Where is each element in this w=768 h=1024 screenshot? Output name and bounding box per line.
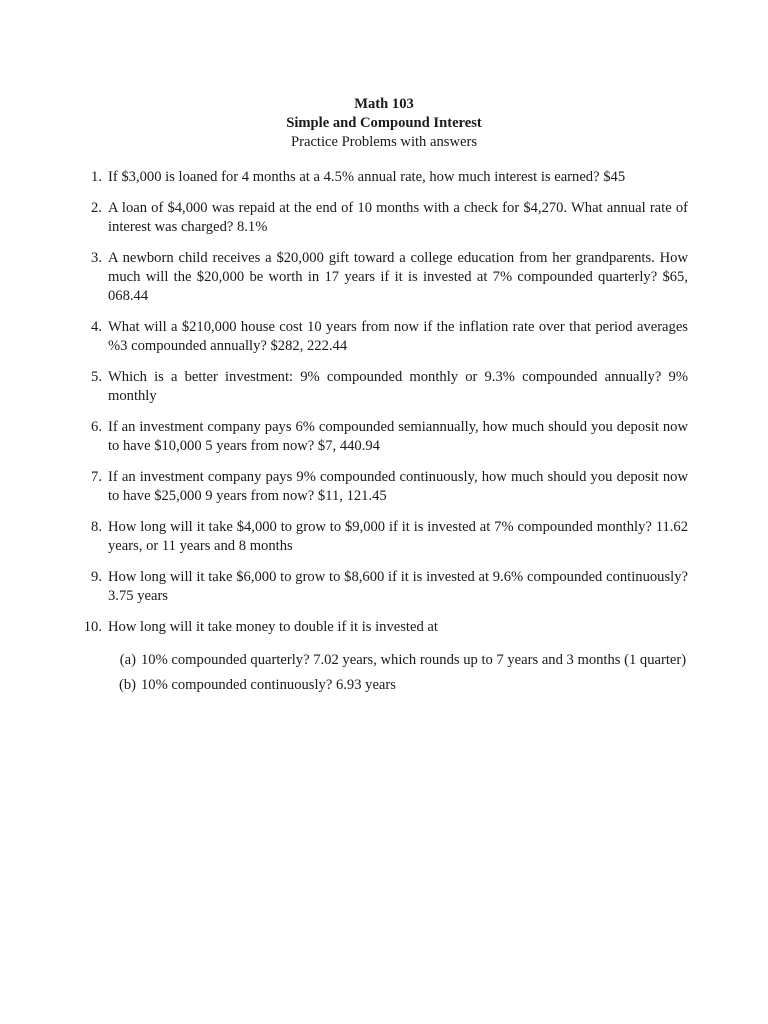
problem-text: A newborn child receives a $20,000 gift toward a college education from her grandparents. How much will the $20,000 be worth in 17 years if it is invested at 7% compounded quarterly? $65, 068.44 [108,250,688,304]
problem-list [83,168,688,707]
problem-text: How long will it take money to double if it is invested at [108,619,438,635]
problem-item [91,368,688,406]
problem-text: A loan of $4,000 was repaid at the end of 10 months with a check for $4,270. What annual rate of interest was charged? 8.1% [108,200,688,235]
problem-number: 10. [83,619,102,635]
subproblem-label: (b) [118,677,136,693]
problem-text: Which is a better investment: 9% compounded monthly or 9.3% compounded annually? 9% monthly [108,369,688,404]
problem-number: 3. [91,250,102,266]
problem-item [83,618,688,695]
problem-text: What will a $210,000 house cost 10 years from now if the inflation rate over that period averages %3 compounded annually? $282, 222.44 [108,319,688,354]
problem-text: How long will it take $6,000 to grow to $8,600 if it is invested at 9.6% compounded continuously? 3.75 years [108,569,688,604]
subproblem-item [119,651,688,670]
problem-text: If $3,000 is loaned for 4 months at a 4.5% annual rate, how much interest is earned? $45 [108,169,626,185]
problem-item [91,468,688,506]
problem-item [91,168,688,187]
page-title: Simple and Compound Interest [286,115,482,131]
problem-text: If an investment company pays 6% compounded semiannually, how much should you deposit now to have $10,000 5 years from now? $7, 440.94 [108,419,688,454]
subproblem-label: (a) [119,652,136,668]
problem-number: 7. [91,469,102,485]
problem-item [91,199,688,237]
problem-item [91,518,688,556]
problem-text: If an investment company pays 9% compounded continuously, how much should you deposit now to have $25,000 9 years from now? $11, 121.45 [108,469,688,504]
problem-number: 2. [91,200,102,216]
document-header [0,95,768,152]
problem-number: 8. [91,519,102,535]
problem-number: 5. [91,369,102,385]
subproblem-text: 10% compounded quarterly? 7.02 years, which rounds up to 7 years and 3 months (1 quarter) [141,652,687,668]
problem-item [91,318,688,356]
subproblem-item [118,676,688,695]
problem-text: How long will it take $4,000 to grow to $9,000 if it is invested at 7% compounded monthly? 11.62 years, or 11 years and 8 months [108,519,688,554]
course-title: Math 103 [354,96,414,112]
problem-number: 4. [91,319,102,335]
problem-item [91,249,688,306]
subproblem-text: 10% compounded continuously? 6.93 years [141,677,396,693]
problem-number: 1. [91,169,102,185]
problem-number: 6. [91,419,102,435]
problem-item [91,418,688,456]
page-subtitle: Practice Problems with answers [290,134,478,150]
problem-number: 9. [91,569,102,585]
subproblem-list [108,651,688,695]
problem-item [91,568,688,606]
